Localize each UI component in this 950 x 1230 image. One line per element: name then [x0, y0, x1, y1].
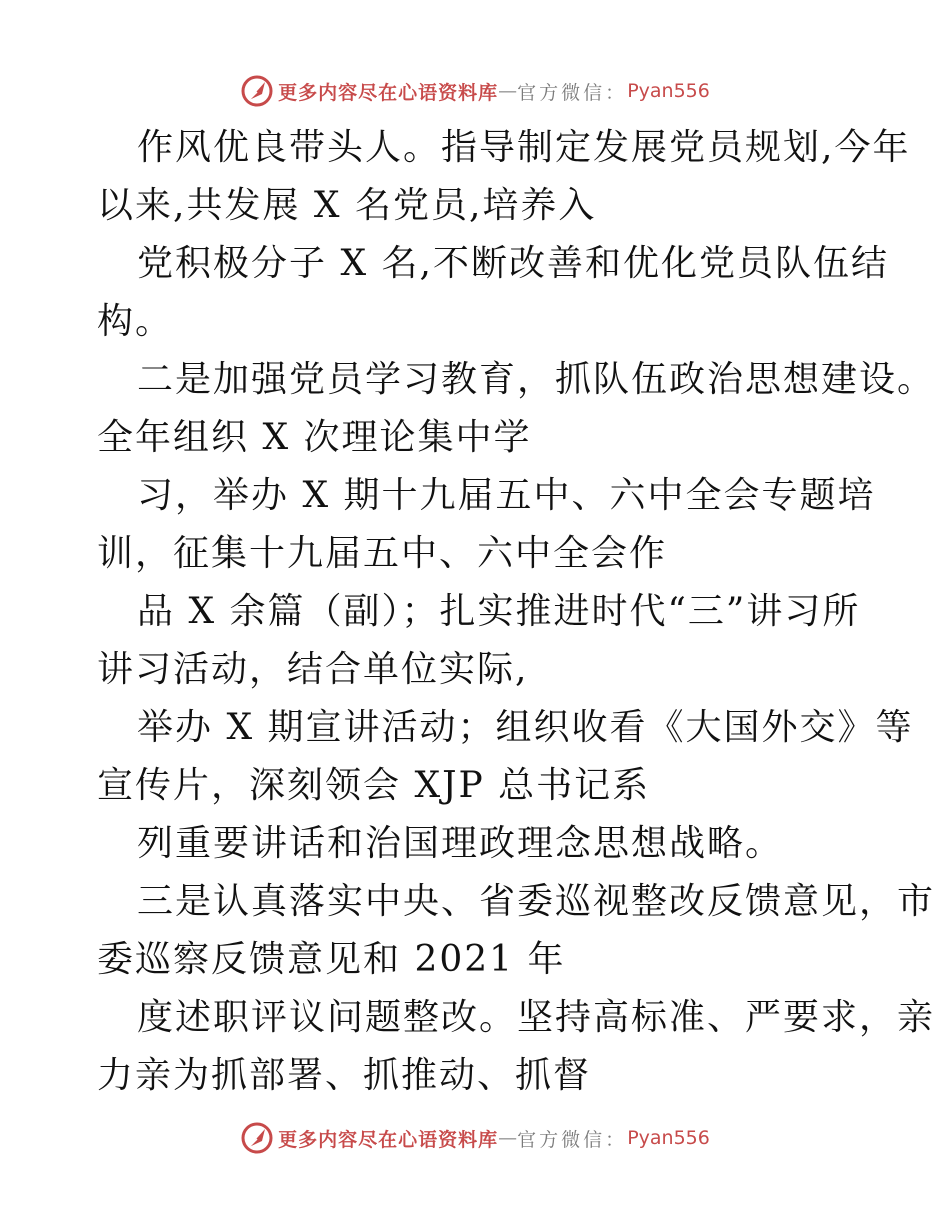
text-line: 党积极分子 X 名,不断改善和优化党员队伍结 — [137, 243, 889, 284]
footer-watermark — [0, 1121, 950, 1155]
text-line: 二是加强党员学习教育，抓队伍政治思想建设。 — [137, 359, 936, 400]
text-line: 全年组织 X 次理论集中学 — [97, 417, 532, 458]
watermark-account: Pyan556 — [627, 1127, 710, 1149]
text-line: 品 X 余篇（副）；扎实推进时代“三”讲习所 — [137, 591, 861, 632]
watermark-main-text: 更多内容尽在心语资料库 — [278, 1128, 499, 1151]
text-line: 三是认真落实中央、省委巡视整改反馈意见，市 — [137, 881, 936, 922]
text-line: 举办 X 期宣讲活动；组织收看《大国外交》等 — [137, 707, 914, 748]
text-line: 作风优良带头人。指导制定发展党员规划,今年 — [137, 127, 911, 168]
watermark-dash: — — [498, 80, 518, 102]
watermark-main-text: 更多内容尽在心语资料库 — [278, 81, 499, 104]
text-line: 习，举办 X 期十九届五中、六中全会专题培 — [137, 475, 876, 516]
text-line: 力亲为抓部署、抓推动、抓督 — [97, 1055, 592, 1096]
text-line: 宣传片，深刻领会 XJP 总书记系 — [97, 765, 651, 806]
text-line: 委巡察反馈意见和 2021 年 — [97, 939, 566, 980]
text-line: 构。 — [97, 301, 174, 342]
quill-pen-logo-icon — [240, 1121, 274, 1155]
text-line: 训，征集十九届五中、六中全会作 — [97, 533, 668, 574]
watermark-sub-text: 官方微信： — [517, 81, 628, 104]
watermark-sub-text: 官方微信： — [517, 1128, 628, 1151]
text-line: 以来,共发展 X 名党员,培养入 — [97, 185, 597, 226]
watermark-account: Pyan556 — [627, 80, 710, 102]
text-line: 列重要讲话和治国理政理念思想战略。 — [137, 823, 784, 864]
text-line: 讲习活动，结合单位实际, — [97, 649, 529, 690]
text-line: 度述职评议问题整改。坚持高标准、严要求，亲 — [137, 997, 936, 1038]
watermark-dash: — — [498, 1127, 518, 1149]
